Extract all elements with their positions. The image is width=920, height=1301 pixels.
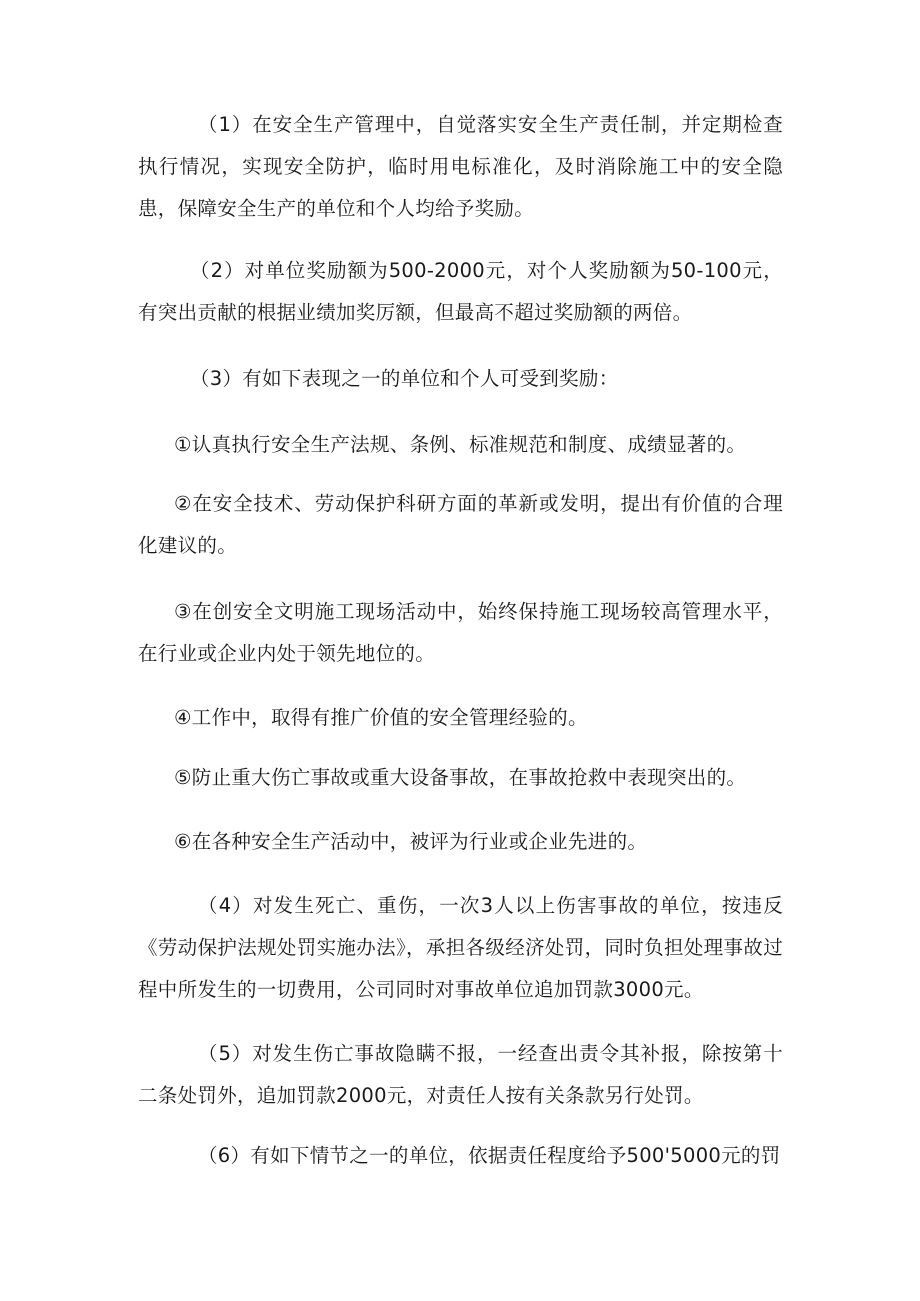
list-item-1: ①认真执行安全生产法规、条例、标准规范和制度、成绩显著的。 xyxy=(174,433,747,456)
list-item-3: ③在创安全文明施工现场活动中，始终保持施工现场较高管理水平，在行业或企业内处于领先地位的。 xyxy=(138,600,783,665)
paragraph-4: （4）对发生死亡、重伤，一次3人以上伤害事故的单位，按违反《劳动保护法规处罚实施办法》，承担各级经济处罚，同时负担处理事故过程中所发生的一切费用，公司同时对事故单位追加罚款3000元。 xyxy=(138,894,783,1001)
paragraph-1: （1）在安全生产管理中，自觉落实安全生产责任制，并定期检查执行情况，实现安全防护，临时用电标准化，及时消除施工中的安全隐患，保障安全生产的单位和个人均给予奖励。 xyxy=(138,113,783,220)
list-item-6: ⑥在各种安全生产活动中，被评为行业或企业先进的。 xyxy=(174,830,648,853)
paragraph-5: （5）对发生伤亡事故隐瞒不报，一经查出责令其补报，除按第十二条处罚外，追加罚款2000元，对责任人按有关条款另行处罚。 xyxy=(138,1042,783,1107)
list-item-4: ④工作中，取得有推广价值的安全管理经验的。 xyxy=(174,706,588,729)
paragraph-3: （3）有如下表现之一的单位和个人可受到奖励： xyxy=(190,367,619,390)
paragraph-2: （2）对单位奖励额为500-2000元，对个人奖励额为50-100元，有突出贡献的根据业绩加奖厉额，但最高不超过奖励额的两倍。 xyxy=(138,259,783,324)
list-item-2: ②在安全技术、劳动保护科研方面的革新或发明，提出有价值的合理化建议的。 xyxy=(138,492,783,557)
list-item-5: ⑤防止重大伤亡事故或重大设备事故，在事故抢救中表现突出的。 xyxy=(174,766,747,789)
paragraph-6: （6）有如下情节之一的单位，依据责任程度给予500'5000元的罚 xyxy=(198,1144,781,1167)
